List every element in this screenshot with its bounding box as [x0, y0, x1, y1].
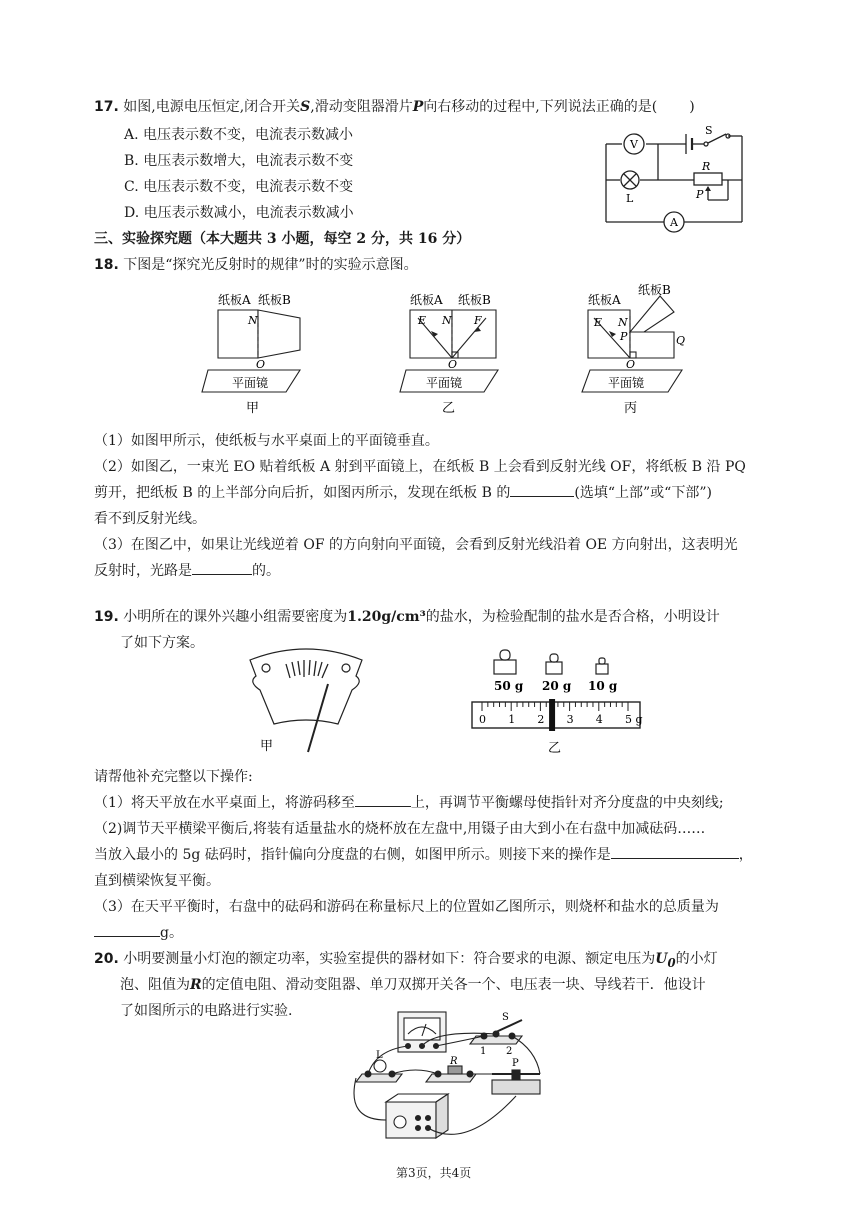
q19-part1: [94, 792, 724, 812]
q19-part2-line2: [94, 844, 753, 864]
q18-part2-text: 剪开，把纸板 B 的上半部分向后折，如图丙所示，发现在纸板 B 的: [94, 485, 511, 501]
normal-label: N: [442, 314, 452, 327]
q17-stem-text-a: 如图,电源电压恒定,闭合开关: [123, 99, 301, 115]
q19-stem: [94, 606, 720, 626]
q18-part3-end: 的。: [252, 563, 280, 579]
q20-text-d: 的定值电阻、滑动变阻器、单刀双掷开关各一个、电压表一块、导线若干．他设计: [201, 977, 706, 993]
mirror-label: 平面镜: [232, 376, 269, 390]
question-number: 19.: [94, 609, 119, 625]
slider-label: P: [512, 1058, 519, 1069]
scale-rider: [549, 699, 555, 731]
q19-density: 1.20g/cm³: [347, 609, 426, 625]
page-footer: 第3页，共4页: [396, 1166, 472, 1180]
board-a-label: 纸板A: [410, 293, 443, 307]
q20-text-a: 小明要测量小灯泡的额定功率，实验室提供的器材如下：符合要求的电源、额定电压为: [123, 951, 656, 967]
point-o-label: O: [256, 358, 266, 371]
answer-blank[interactable]: [510, 482, 574, 497]
ray-f-label: F: [474, 314, 482, 327]
q18-part2-hint: (选填“上部”或“下部”): [574, 485, 712, 501]
terminal-2-label: 2: [506, 1046, 513, 1057]
q19-part1-text-b: 上，再调节平衡螺母使指针对齐分度盘的中央刻线;: [410, 795, 724, 811]
caption-yi: 乙: [548, 741, 562, 756]
q19-figure-jia: [246, 642, 366, 758]
terminal-1-label: 1: [480, 1046, 487, 1057]
answer-blank[interactable]: [192, 560, 252, 575]
q19-stem-text-b: 的盐水，为检验配制的盐水是否合格，小明设计: [425, 609, 720, 625]
caption-yi: 乙: [442, 401, 456, 416]
q18-part3-text: 反射时，光路是: [94, 563, 192, 579]
dial-scale: [286, 660, 328, 678]
scale-tick-label: 5 g: [625, 713, 643, 726]
point-q-label: Q: [676, 334, 686, 347]
section-title: 三、实验探究题（本大题共 3 小题，每空 2 分，共 16 分）: [94, 231, 471, 247]
board-b-label: 纸板B: [258, 293, 291, 307]
ray-e-label: E: [418, 314, 427, 327]
q20-var-u-sub: 0: [667, 955, 676, 970]
q19-part2-text: 当放入最小的 5g 砝码时，指针偏向分度盘的右侧，如图甲所示。则接下来的操作是: [94, 847, 611, 863]
caption-jia: 甲: [260, 739, 274, 754]
rider-scale: [472, 702, 640, 728]
q18-part3-line2: [94, 560, 280, 580]
point-o-label: O: [448, 358, 458, 371]
q20-text-b: 的小灯: [675, 951, 718, 967]
board-b-label: 纸板B: [638, 283, 671, 297]
normal-label: N: [248, 314, 258, 327]
ammeter-symbol: A: [670, 216, 678, 229]
q19-part3-unit: g。: [160, 925, 183, 941]
q18-figure-yi: [398, 290, 508, 420]
q18-part1: （1）如图甲所示，使纸板与水平桌面上的平面镜垂直。: [94, 433, 439, 449]
q19-stem-line2: 了如下方案。: [120, 635, 204, 651]
q19-stem-text-a: 小明所在的课外兴趣小组需要密度为: [123, 609, 348, 625]
lamp-label: L: [626, 192, 634, 205]
q20-line3: 了如图所示的电路进行实验.: [120, 1003, 293, 1019]
q19-part1-text-a: （1）将天平放在水平桌面上，将游码移至: [94, 795, 355, 811]
switch-label: S: [705, 124, 713, 137]
question-number: 20.: [94, 951, 119, 967]
q17-option-c: C. 电压表示数不变，电流表示数不变: [124, 179, 354, 195]
q17-stem: [94, 96, 695, 116]
q17-var-p: P: [412, 99, 424, 115]
q20-line2: [120, 974, 706, 994]
ray-e-label: E: [594, 316, 603, 329]
normal-label: N: [618, 316, 628, 329]
answer-blank[interactable]: [355, 792, 411, 807]
q17-stem-end: ): [689, 99, 695, 115]
q18-stem: [94, 254, 418, 274]
q20-var-u: U: [655, 951, 668, 967]
switch-label: S: [502, 1012, 509, 1023]
scale-tick-label: 4: [595, 713, 603, 726]
q20-circuit-figure: [346, 1010, 546, 1156]
q17-option-d: D. 电压表示数减小，电流表示数减小: [124, 205, 354, 221]
q18-part2-line2: [94, 482, 712, 502]
scale-tick-label: 2: [537, 713, 545, 726]
q19-intro: 请帮他补充完整以下操作:: [94, 769, 253, 785]
q20-line1: [94, 948, 718, 970]
q18-stem-text: 下图是“探究光反射时的规律”时的实验示意图。: [123, 257, 418, 273]
mirror-label: 平面镜: [426, 376, 463, 390]
q18-part3-line1: （3）在图乙中，如果让光线逆着 OF 的方向射向平面镜，会看到反射光线沿着 OE 方向射出，这表明光: [94, 537, 738, 553]
question-number: 18.: [94, 257, 119, 273]
q17-circuit-figure: [598, 122, 748, 234]
weight-10g-label: 10 g: [588, 679, 618, 693]
q19-part2-line3: 直到横梁恢复平衡。: [94, 873, 220, 889]
q17-var-s: S: [300, 99, 311, 115]
caption-jia: 甲: [246, 401, 260, 416]
q19-part3-line2: [94, 922, 183, 942]
lamp-label: L: [376, 1050, 383, 1061]
voltmeter-symbol: V: [630, 138, 638, 151]
q20-text-c: 泡、阻值为: [120, 977, 190, 993]
mirror-label: 平面镜: [608, 376, 645, 390]
board-a-label: 纸板A: [588, 293, 621, 307]
q17-stem-text-c: 向右移动的过程中,下列说法正确的是(: [423, 99, 658, 115]
scale-tick-label: 3: [566, 713, 574, 726]
resistor-label: R: [702, 160, 711, 173]
weight-50g-label: 50 g: [494, 679, 524, 693]
scale-tick-label: 1: [508, 713, 516, 726]
scale-tick-label: 0: [479, 713, 486, 726]
q17-stem-text-b: ,滑动变阻器滑片: [310, 99, 413, 115]
caption-bing: 丙: [624, 401, 638, 416]
q18-figure-jia: [200, 290, 310, 420]
q17-option-b: B. 电压表示数增大，电流表示数不变: [124, 153, 354, 169]
q18-part2-line1: （2）如图乙，一束光 EO 贴着纸板 A 射到平面镜上，在纸板 B 上会看到反射光线 OF，将纸板 B 沿 PQ: [94, 459, 746, 475]
q17-option-a: A. 电压表示数不变，电流表示数减小: [124, 127, 354, 143]
point-p-label: P: [620, 330, 628, 343]
board-a-label: 纸板A: [218, 293, 251, 307]
dial-pointer: [308, 684, 328, 752]
answer-blank[interactable]: [611, 844, 739, 859]
q19-part2-end: ，: [738, 847, 753, 863]
q18-figure-bing: [578, 282, 690, 420]
q20-var-u0: [655, 951, 676, 970]
resistor-label: R: [450, 1056, 458, 1067]
point-o-label: O: [626, 358, 636, 371]
q20-var-r: R: [190, 977, 202, 993]
q19-figure-yi: [468, 640, 644, 758]
question-number: 17.: [94, 99, 119, 115]
q18-part2-line3: 看不到反射光线。: [94, 511, 206, 527]
q19-part3-line1: （3）在天平平衡时，右盘中的砝码和游码在称量标尺上的位置如乙图所示，则烧杯和盐水的总质量为: [94, 899, 719, 915]
q19-part2-line1: （2)调节天平横梁平衡后,将装有适量盐水的烧杯放在左盘中,用镊子由大到小在右盘中加减砝码……: [94, 821, 706, 837]
slider-label: P: [696, 188, 704, 201]
board-b-label: 纸板B: [458, 293, 491, 307]
weight-20g-label: 20 g: [542, 679, 572, 693]
answer-blank[interactable]: [94, 922, 160, 937]
